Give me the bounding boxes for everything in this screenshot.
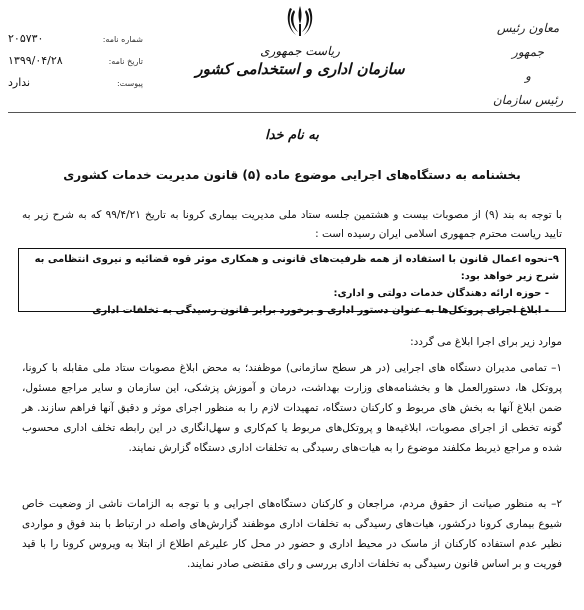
directive-lead: موارد زیر برای اجرا ابلاغ می گردد: bbox=[410, 336, 562, 348]
letter-metadata bbox=[8, 32, 143, 98]
iran-emblem-icon bbox=[286, 4, 314, 38]
header-divider bbox=[8, 112, 576, 113]
directive-paragraph-2: ۲– به منظور صیانت از حقوق مردم، مراجعان و کارکنان دستگاه‌های اجرایی و با توجه به الزامات ناشی از وضعیت خاص شیوع بیماری کرونا درکشور، هیات‌های رسیدگی به تخلفات اداری موظفند گزارش‌های واصله در ارتباط با بند فوق و مواردی نظیر عدم استفاده کارکنان از ماسک در محیط اداری و حضور در محل کار علیرغم اطلاع از ابتلا به ویروس کرونا را با قید فوریت و بر اساس قانون رسیدگی به تخلفات اداری بررسی و رای مقتضی صادر نمایند. bbox=[22, 498, 562, 570]
document-title: بخشنامه به دستگاه‌های اجرایی موضوع ماده (۵) قانون مدیریت خدمات کشوری bbox=[63, 168, 521, 182]
letterhead bbox=[150, 4, 450, 78]
directive-paragraph-1: ۱– تمامی مدیران دستگاه های اجرایی (در هر سطح سازمانی) موظفند؛ به محض ابلاغ مصوبات ستاد ملی مقابله با کرونا، پروتکل ها، دستورالعمل ها و بخشنامه‌های وزارت بهداشت، درمان و آموزش پزشکی، این سازمان و سایر مراجع مسئول، ضمن ابلاغ آنها به بخش های مربوط و کارکنان دستگاه، تمهیدات لازم را به منظور اجرای موثر و دقیق آنها فراهم سازند. هر گونه تخطی از اجرای مصوبات، ابلاغیه‌ها و پروتکل‌های مربوط یا کم‌کاری و سهل‌انگاری در این رابطه تخلف اداری محسوب شده و مراجع ذیربط مکلفند موضوع را به هیات‌های رسیدگی به تخلفات اداری دستگاه گزارش نمایند. bbox=[22, 362, 562, 454]
letter-number-label: شماره نامه: bbox=[102, 35, 143, 44]
signatory-line3: رئیس سازمان bbox=[492, 93, 564, 107]
letter-date-row bbox=[8, 54, 143, 76]
letter-date-label: تاریخ نامه: bbox=[108, 57, 143, 66]
signatory-title bbox=[480, 16, 576, 112]
letter-date-value: ۱۳۹۹/۰۴/۲۸ bbox=[8, 54, 63, 67]
quoted-resolution-box bbox=[18, 248, 566, 316]
organization-name: سازمان اداری و استخدامی کشور bbox=[195, 60, 405, 78]
intro-paragraph: با توجه به بند (۹) از مصوبات بیست و هشتمین جلسه ستاد ملی مدیریت بیماری کرونا به تاریخ ۹۹/۴/۲۱ که به شرح زیر به تایید ریاست محترم جمهوری اسلامی ایران رسیده است : bbox=[22, 209, 562, 240]
attachment-value: ندارد bbox=[8, 76, 31, 89]
letter-number-value: ۲۰۵۷۳۰ bbox=[8, 32, 44, 45]
resolution-item-1: - حوزه ارائه دهندگان خدمات دولتی و اداری: bbox=[25, 285, 559, 302]
resolution-heading: ۹–نحوه اعمال قانون با استفاده از همه ظرفیت‌های قانونی و همکاری موثر قوه قضائیه و نیروی انتظامی به شرح زیر خواهد بود: bbox=[34, 254, 559, 282]
signatory-line2: و bbox=[525, 69, 531, 83]
presidency-label: ریاست جمهوری bbox=[260, 44, 340, 58]
letter-number-row bbox=[8, 32, 143, 54]
signatory-line1: معاون رئیس جمهور bbox=[496, 21, 560, 59]
bismillah-heading: به نام خدا bbox=[265, 128, 319, 143]
attachment-label: پیوست: bbox=[116, 79, 143, 88]
resolution-item-2: - ابلاغ اجرای پروتکل‌ها به عنوان دستور اداری و برخورد برابر قانون رسیدگی به تخلفات اداری bbox=[25, 302, 559, 319]
attachment-row bbox=[8, 76, 143, 98]
